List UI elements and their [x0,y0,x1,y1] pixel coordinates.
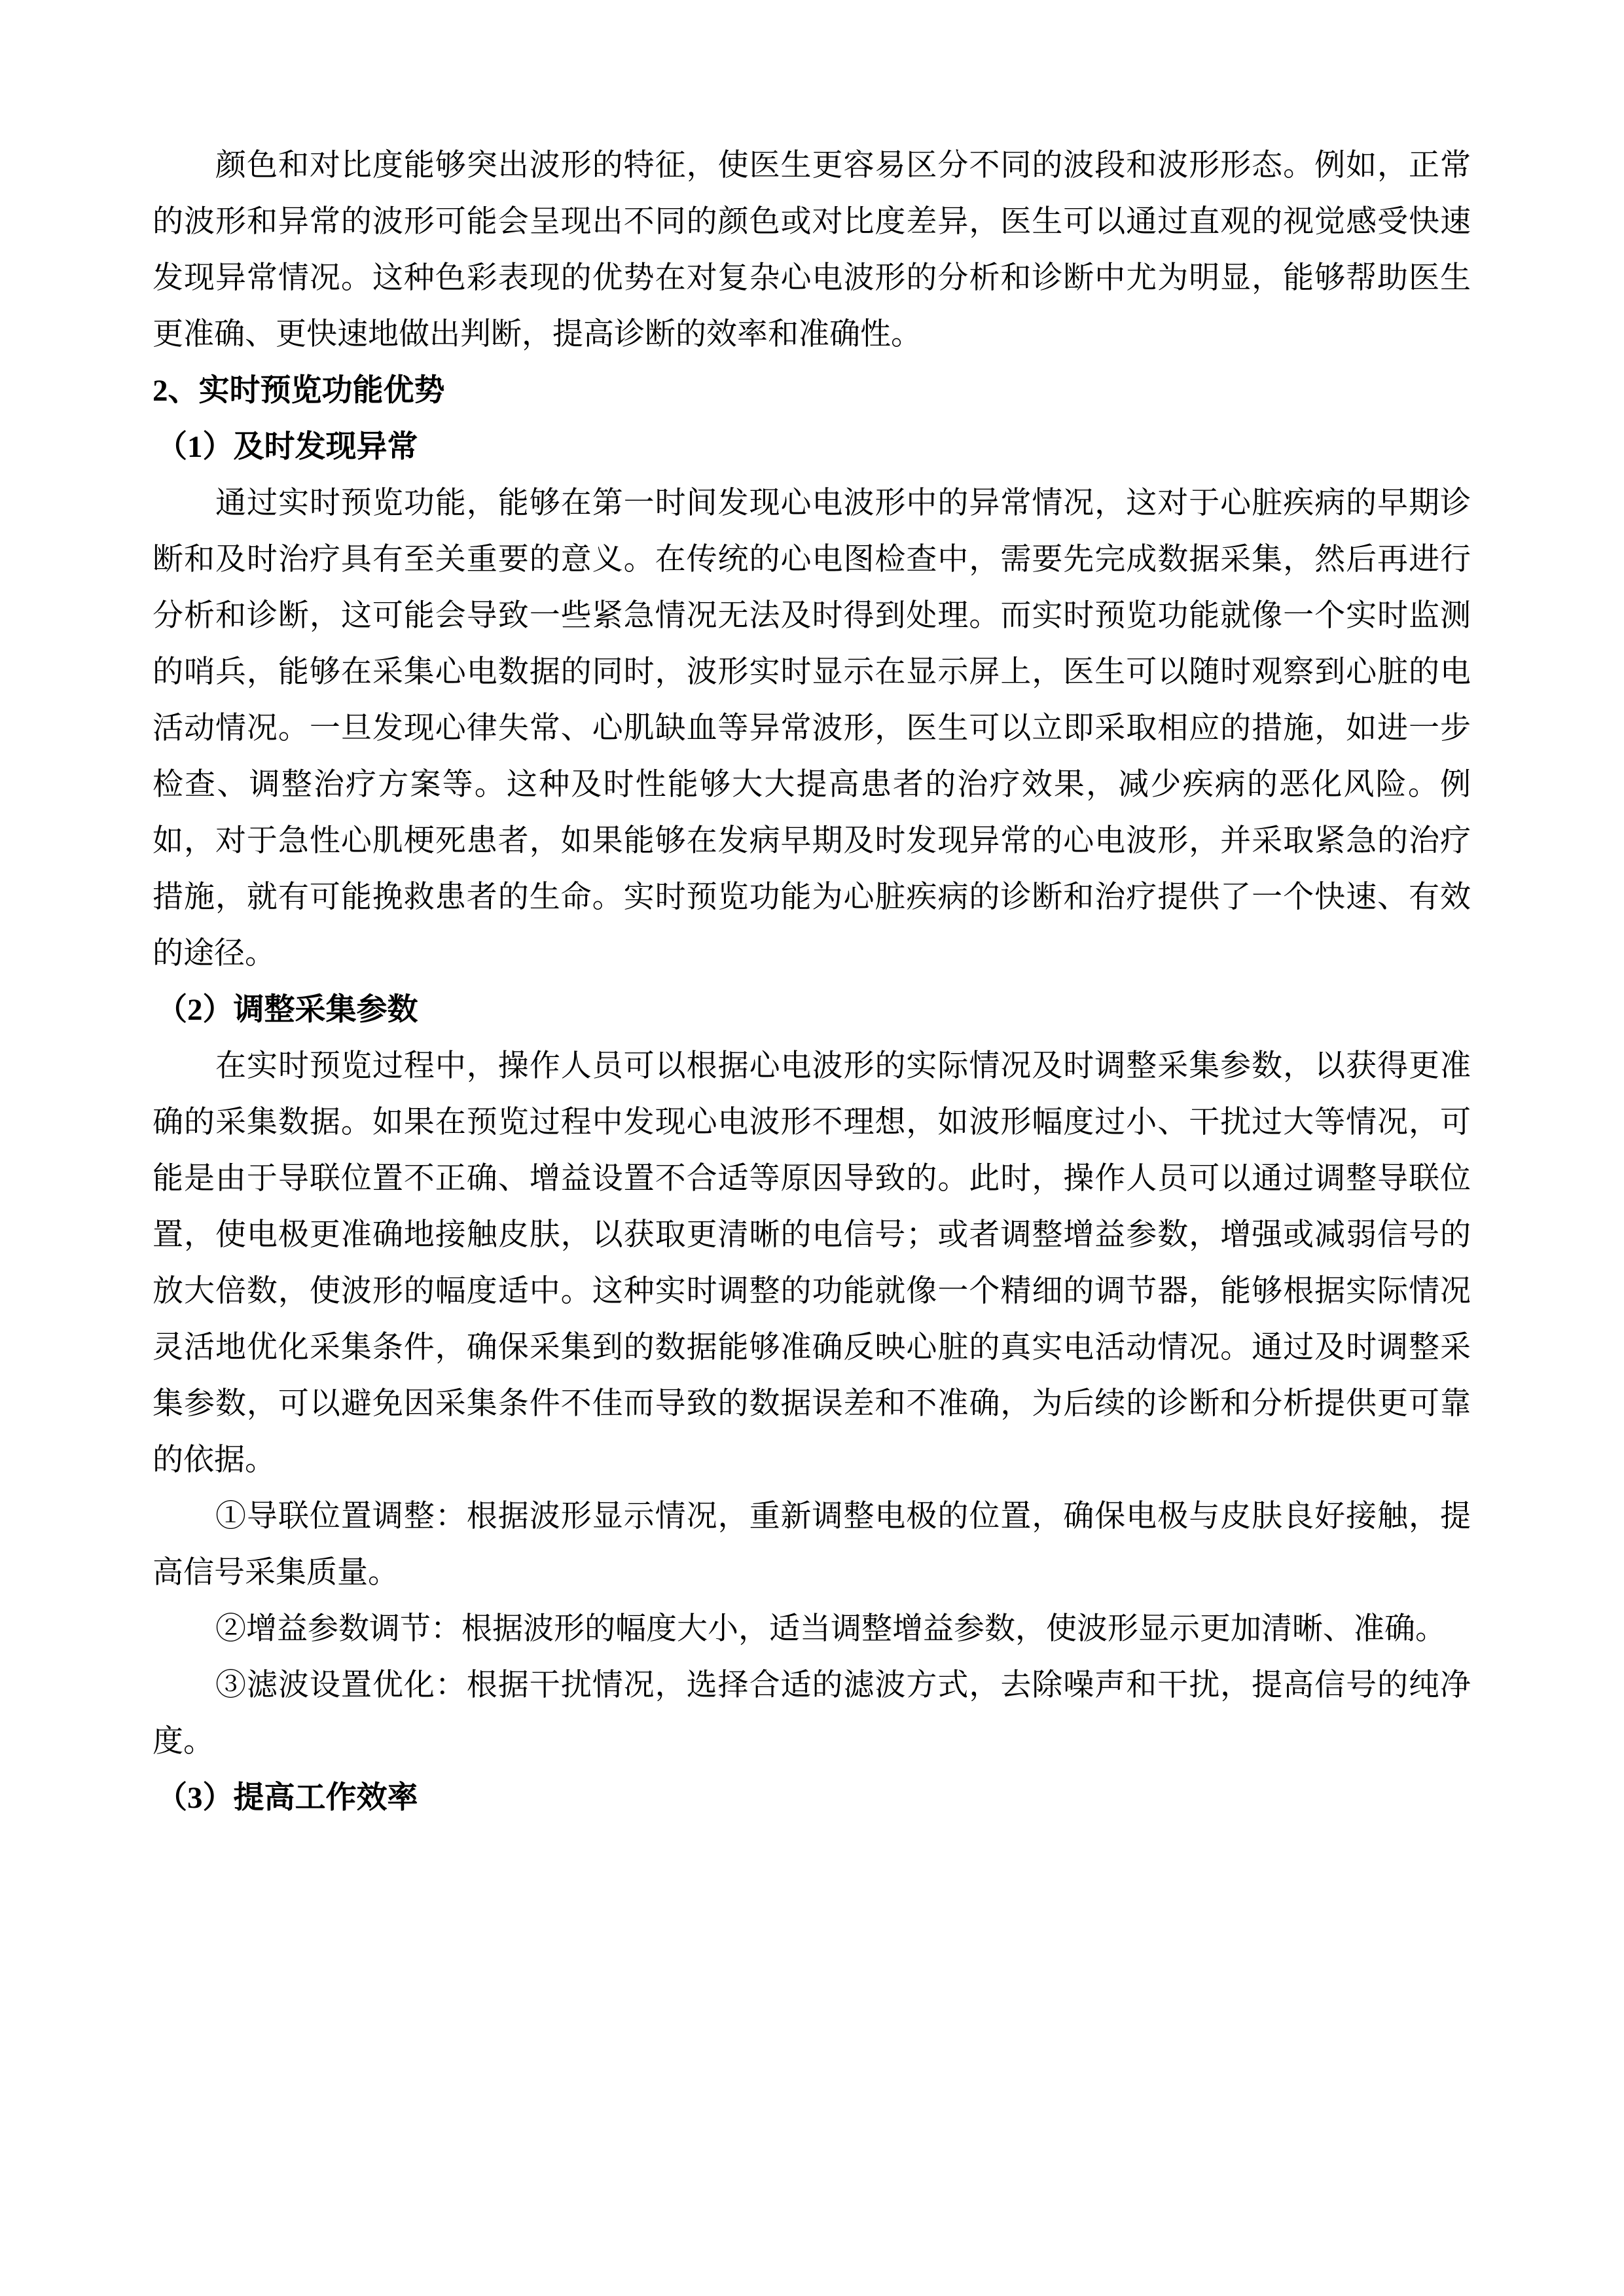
heading-improve-work-efficiency: （3）提高工作效率 [156,1781,418,1815]
paragraph-color-contrast: 颜色和对比度能够突出波形的特征，使医生更容易区分不同的波段和波形形态。例如，正常的波形和异常的波形可能会呈现出不同的颜色或对比度差异，医生可以通过直观的视觉感受快速发现异常情况。这种色彩表现的优势在对复杂心电波形的分析和诊断中尤为明显，能够帮助医生更准确、更快速地做出判断，提高诊断的效率和准确性。 [153,149,1471,351]
page-content [153,137,1471,1826]
heading-adjust-acquisition-parameters: （2）调整采集参数 [156,993,418,1027]
list-item-filter-setting-optimization: ③滤波设置优化：根据干扰情况，选择合适的滤波方式，去除噪声和干扰，提高信号的纯净度。 [153,1668,1471,1759]
list-item-gain-parameter-adjustment: ②增益参数调节：根据波形的幅度大小，适当调整增益参数，使波形显示更加清晰、准确。 [215,1612,1446,1646]
heading-timely-detection: （1）及时发现异常 [156,430,418,464]
paragraph-timely-detection: 通过实时预览功能，能够在第一时间发现心电波形中的异常情况，这对于心脏疾病的早期诊断和及时治疗具有至关重要的意义。在传统的心电图检查中，需要先完成数据采集，然后再进行分析和诊断，这可能会导致一些紧急情况无法及时得到处理。而实时预览功能就像一个实时监测的哨兵，能够在采集心电数据的同时，波形实时显示在显示屏上，医生可以随时观察到心脏的电活动情况。一旦发现心律失常、心肌缺血等异常波形，医生可以立即采取相应的措施，如进一步检查、调整治疗方案等。这种及时性能够大大提高患者的治疗效果，减少疾病的恶化风险。例如，对于急性心肌梗死患者，如果能够在发病早期及时发现异常的心电波形，并采取紧急的治疗措施，就有可能挽救患者的生命。实时预览功能为心脏疾病的诊断和治疗提供了一个快速、有效的途径。 [153,486,1471,971]
paragraph-adjust-acquisition-parameters: 在实时预览过程中，操作人员可以根据心电波形的实际情况及时调整采集参数，以获得更准确的采集数据。如果在预览过程中发现心电波形不理想，如波形幅度过小、干扰过大等情况，可能是由于导联位置不正确、增益设置不合适等原因导致的。此时，操作人员可以通过调整导联位置，使电极更准确地接触皮肤，以获取更清晰的电信号；或者调整增益参数，增强或减弱信号的放大倍数，使波形的幅度适中。这种实时调整的功能就像一个精细的调节器，能够根据实际情况灵活地优化采集条件，确保采集到的数据能够准确反映心脏的真实电活动情况。通过及时调整采集参数，可以避免因采集条件不佳而导致的数据误差和不准确，为后续的诊断和分析提供更可靠的依据。 [153,1049,1471,1477]
list-item-lead-position-adjustment: ①导联位置调整：根据波形显示情况，重新调整电极的位置，确保电极与皮肤良好接触，提高信号采集质量。 [153,1499,1471,1590]
heading-realtime-preview-advantages: 2、实时预览功能优势 [153,374,445,408]
